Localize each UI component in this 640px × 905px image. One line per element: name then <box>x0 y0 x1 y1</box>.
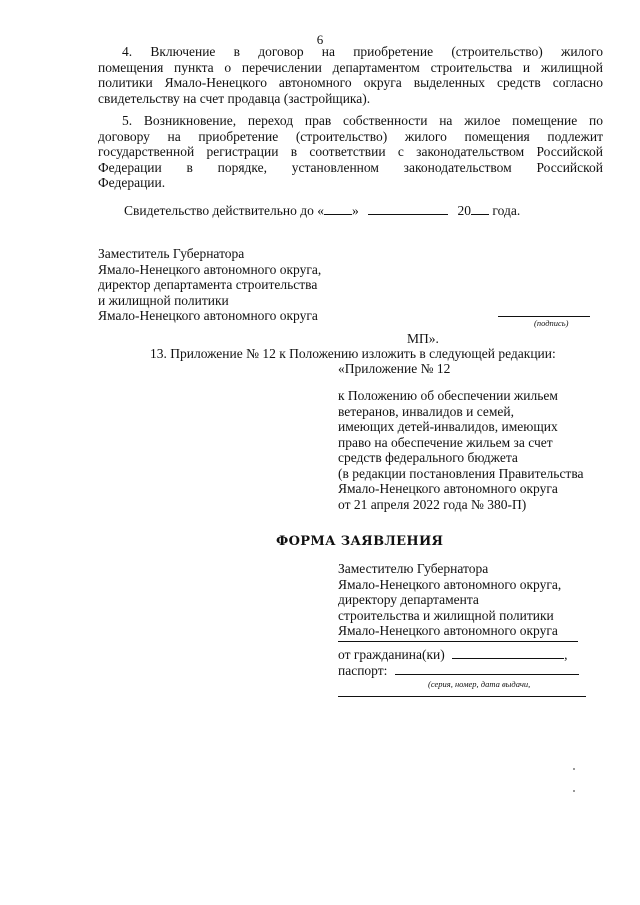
from-comma: , <box>564 647 568 662</box>
item-5-paragraph <box>98 113 603 191</box>
item-4-line: свидетельству на счет продавца (застройщика). <box>98 90 371 106</box>
item-4-paragraph <box>98 44 603 106</box>
signatory-block <box>98 246 321 324</box>
signatory-line: Заместитель Губернатора <box>98 246 245 261</box>
appendix-header-line: Ямало-Ненецкого автономного округа <box>338 481 558 496</box>
signature-caption: (подпись) <box>534 318 569 328</box>
addressee-block <box>338 561 561 639</box>
day-blank[interactable] <box>324 203 352 215</box>
item-13-text: 13. Приложение № 12 к Положению изложить в следующей редакции: <box>150 346 556 361</box>
addressee-line: Ямало-Ненецкого автономного округа, <box>338 576 562 592</box>
signatory-line: директор департамента строительства <box>98 277 318 292</box>
appendix-header-line: (в редакции постановления Правительства <box>338 465 584 481</box>
appendix-header-line: к Положению об обеспечении жильем <box>338 388 558 403</box>
appendix-header-line: имеющих детей-инвалидов, имеющих <box>338 419 558 434</box>
scan-speck <box>573 790 575 792</box>
addressee-blank-line[interactable] <box>338 641 578 642</box>
appendix-header-line: право на обеспечение жильем за счет <box>338 434 553 450</box>
addressee-line: директору департамента <box>338 592 479 607</box>
passport-label: паспорт: <box>338 663 388 678</box>
appendix-title: «Приложение № 12 <box>338 361 451 376</box>
year-prefix: 20 <box>457 203 472 218</box>
appendix-header-block <box>338 388 584 512</box>
scan-speck <box>573 768 575 770</box>
item-5-line: Федерации в порядке, установленном законодательством Российской <box>98 159 603 175</box>
signatory-line: Ямало-Ненецкого автономного округа, <box>98 261 322 277</box>
month-blank[interactable] <box>368 203 448 215</box>
stamp-mark: МП». <box>407 331 439 346</box>
item-4-line: 4. Включение в договор на приобретение (строительство) жилого <box>122 44 603 59</box>
validity-quote-close: » <box>352 203 359 218</box>
year-blank[interactable] <box>471 203 489 215</box>
addressee-line: строительства и жилищной политики <box>338 607 554 623</box>
passport-blank[interactable] <box>395 663 579 675</box>
validity-suffix: года. <box>489 203 521 218</box>
from-citizen-row <box>338 647 568 663</box>
item-5-line: Федерации. <box>98 175 166 190</box>
appendix-header-line: средств федерального бюджета <box>338 450 518 465</box>
item-5-line: государственной регистрации в соответствии с законодательством Российской <box>98 144 603 159</box>
addressee-line: Заместителю Губернатора <box>338 561 489 576</box>
addressee-line: Ямало-Ненецкого автономного округа <box>338 623 558 638</box>
item-5-line: договору на приобретение (строительство) жилого помещения подлежит <box>98 128 603 144</box>
signatory-line: Ямало-Ненецкого автономного округа <box>98 308 318 323</box>
appendix-header-line: ветеранов, инвалидов и семей, <box>338 403 514 419</box>
signature-line[interactable] <box>498 316 590 317</box>
validity-line <box>124 203 520 219</box>
passport-row <box>338 663 579 679</box>
item-5-line: 5. Возникновение, переход прав собственности на жилое помещение по <box>122 113 603 128</box>
validity-prefix: Свидетельство действительно до « <box>124 203 325 218</box>
item-4-line: политики Ямало-Ненецкого автономного округа выделенных средств согласно <box>98 75 603 90</box>
signatory-line: и жилищной политики <box>98 292 229 308</box>
appendix-header-line: от 21 апреля 2022 года № 380-П) <box>338 496 527 512</box>
from-citizen-blank[interactable] <box>452 647 564 659</box>
passport-caption: (серия, номер, дата выдачи, <box>428 679 531 689</box>
item-4-line: помещения пункта о перечислении департаментом строительства и жилищной <box>98 59 603 75</box>
from-label: от гражданина(ки) <box>338 647 445 662</box>
form-title: ФОРМА ЗАЯВЛЕНИЯ <box>276 534 444 549</box>
passport-continuation-line[interactable] <box>338 696 586 697</box>
page-number: 6 <box>316 32 324 47</box>
